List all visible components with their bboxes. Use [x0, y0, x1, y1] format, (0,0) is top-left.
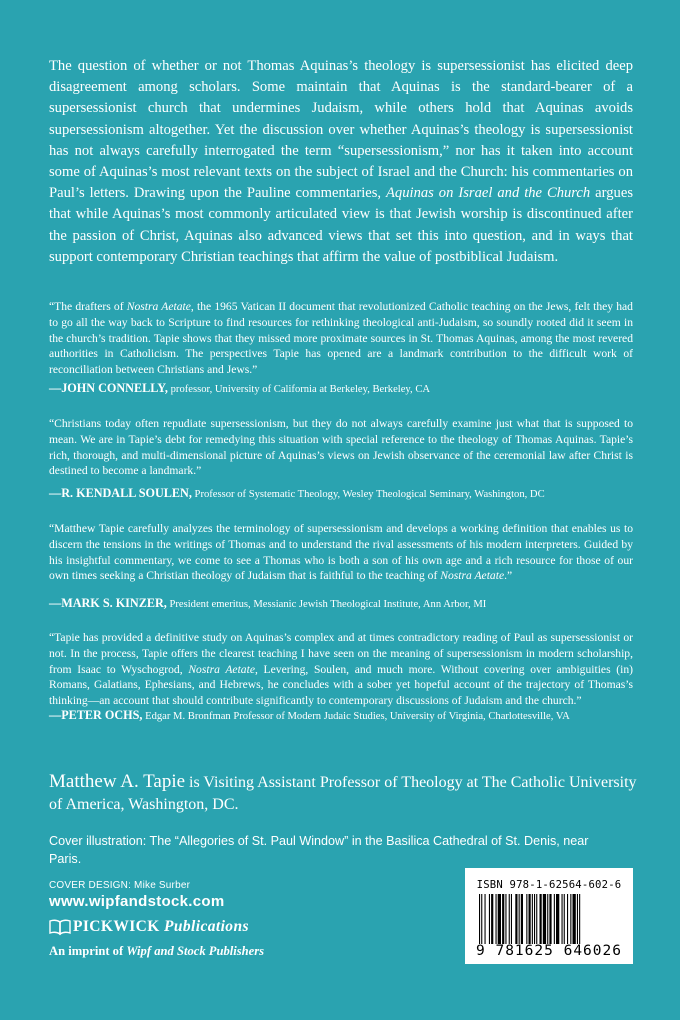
author-bio — [49, 771, 649, 816]
endorsement-quote-4: “Tapie has provided a definitive study on Aquinas’s complex and at times contradictory reading of Paul as supersessionist or not. In the process, Tapie offers the clearest teaching I have seen on the meaning of supersessionism in modern scholarship, from Isaac to Wyschogrod, Nostra Aetate, Levering, Soulen, and much more. Without covering over ambiguities (in) Romans, Galatians, Ephesians, and Hebrews, he concludes with a sober yet hopeful account of the trajectory of Thomas’s thinking—an account that should contribute significantly to contemporary discussions of Judaism and the church.” — [49, 631, 633, 708]
barcode-bar — [567, 894, 568, 944]
endorser-name: —MARK S. KINZER, — [49, 596, 167, 610]
barcode-bar — [549, 894, 551, 944]
barcode-bar — [505, 894, 506, 944]
barcode-bar — [573, 894, 576, 944]
book-title-italic: Aquinas on Israel and the Church — [386, 185, 591, 202]
endorsement-attribution-3 — [49, 596, 649, 612]
endorser-affiliation: Edgar M. Bronfman Professor of Modern Judaic Studies, University of Virginia, Charlottesville, VA — [142, 711, 570, 722]
endorsement-attribution-1 — [49, 381, 649, 397]
barcode-bar — [502, 894, 504, 944]
barcode-bar — [511, 894, 512, 944]
barcode-bar — [562, 894, 563, 944]
barcode-bar — [554, 894, 555, 944]
book-logo-icon — [49, 918, 71, 936]
isbn-barcode — [465, 868, 633, 964]
cover-illustration-credit: Cover illustration: The “Allegories of St. Paul Window” in the Basilica Cathedral of St. Denis, near Paris. — [49, 834, 589, 866]
barcode-bar — [577, 894, 578, 944]
barcode-bar — [496, 894, 497, 944]
cover-design-credit: COVER DESIGN: Mike Surber — [49, 880, 191, 891]
endorser-affiliation: professor, University of California at Berkeley, Berkeley, CA — [167, 384, 431, 395]
endorsement-quote-3: “Matthew Tapie carefully analyzes the terminology of supersessionism and develops a working definition that enables us to discern the tensions in the writings of Thomas and to understand the rival assessments of his modern interpreters. Guided by his insightful commentary, we come to see a Thomas who is both a son of his own age and a rich resource for those of our own times seeking a Christian theology of Judaism that is faithful to the teaching of Nostra Aetate.” — [49, 522, 633, 583]
barcode-bar — [532, 894, 533, 944]
endorser-affiliation: President emeritus, Messianic Jewish Theological Institute, Ann Arbor, MI — [166, 599, 487, 610]
endorser-name: —R. KENDALL SOULEN, — [49, 486, 192, 500]
barcode-bar — [570, 894, 571, 944]
endorsement-quote-1: “The drafters of Nostra Aetate, the 1965 Vatican II document that revolutionized Catholic teaching on the Jews, felt they had to go all the way back to Scripture to find resources for rethinking theological anti-Judaism, so soundly rooted did it seem in the church’s tradition. Tapie shows that they missed more proximate sources in St. Thomas Aquinas, among the most revered authorities in Catholicism. The perspectives Tapie has opened are a landmark contribution to the difficult work of reconciliation between Christians and Jews.” — [49, 300, 633, 377]
endorser-affiliation: Professor of Systematic Theology, Wesley Theological Seminary, Washington, DC — [191, 489, 545, 500]
endorser-name: —PETER OCHS, — [49, 708, 143, 722]
barcode-bar — [536, 894, 537, 944]
barcode-bar — [489, 894, 490, 944]
description-text-2: argues that while Aquinas’s most commonly articulated view is that Jewish worship is discontinued after the passion of Christ, Aquinas also advanced views that set this into question, and in ways that support contemporary Christian teachings that affirm the value of postbiblical Judaism. — [49, 185, 633, 265]
book-description — [49, 56, 633, 268]
barcode-bar — [519, 894, 520, 944]
barcode-bar — [521, 894, 523, 944]
endorsement-quote-2: “Christians today often repudiate supersessionism, but they do not always carefully examine just what that is supposed to mean. We are in Tapie’s debt for remedying this situation with special reference to the theology of Thomas Aquinas. Tapie’s rich, thorough, and multi-dimensional picture of Aquinas’s views on Jewish observance of the ceremonial law after Christ is destined to become a landmark.” — [49, 417, 633, 478]
publisher-imprint: An imprint of Wipf and Stock Publishers — [49, 944, 265, 958]
barcode-bar — [529, 894, 531, 944]
endorsement-attribution-4 — [49, 708, 649, 724]
barcode-icon — [479, 894, 619, 944]
isbn-digits: 9 781625 646026 — [476, 943, 622, 959]
barcode-bar — [498, 894, 501, 944]
endorser-name: —JOHN CONNELLY, — [49, 381, 168, 395]
author-name: Matthew A. Tapie — [49, 771, 186, 792]
barcode-bar — [509, 894, 510, 944]
barcode-bar — [556, 894, 559, 944]
barcode-bar — [579, 894, 580, 944]
publisher-website: www.wipfandstock.com — [49, 893, 225, 910]
barcode-bar — [540, 894, 542, 944]
publisher-name — [49, 918, 309, 936]
endorsement-attribution-2 — [49, 486, 649, 502]
barcode-bar — [481, 894, 482, 944]
barcode-bar — [491, 894, 493, 944]
barcode-bar — [485, 894, 486, 944]
barcode-bar — [547, 894, 548, 944]
author-bio-text: is Visiting Assistant Professor of Theology at The Catholic University of America, Washington, DC. — [49, 774, 637, 813]
barcode-bar — [479, 894, 480, 944]
isbn-label: ISBN 978-1-62564-602-6 — [476, 879, 622, 891]
barcode-bar — [543, 894, 546, 944]
barcode-bar — [534, 894, 535, 944]
barcode-bar — [526, 894, 527, 944]
barcode-bar — [515, 894, 517, 944]
publisher-label: PICKWICK Publications — [73, 918, 249, 935]
barcode-bar — [564, 894, 565, 944]
description-text-1: The question of whether or not Thomas Aquinas’s theology is supersessionist has elicited deep disagreement among scholars. Some maintain that Aquinas is the standard-bearer of a supersessionist church that undermines Judaism, while others hold that Aquinas avoids supersessionism altogether. Yet the discussion over whether Aquinas’s theology is supersessionist has not always carefully interrogated the term “supersessionism,” nor has it taken into account some of Aquinas’s most relevant texts on the subject of Israel and the Church: his commentaries on Paul’s letters. Drawing upon the Pauline commentaries, — [49, 58, 633, 202]
